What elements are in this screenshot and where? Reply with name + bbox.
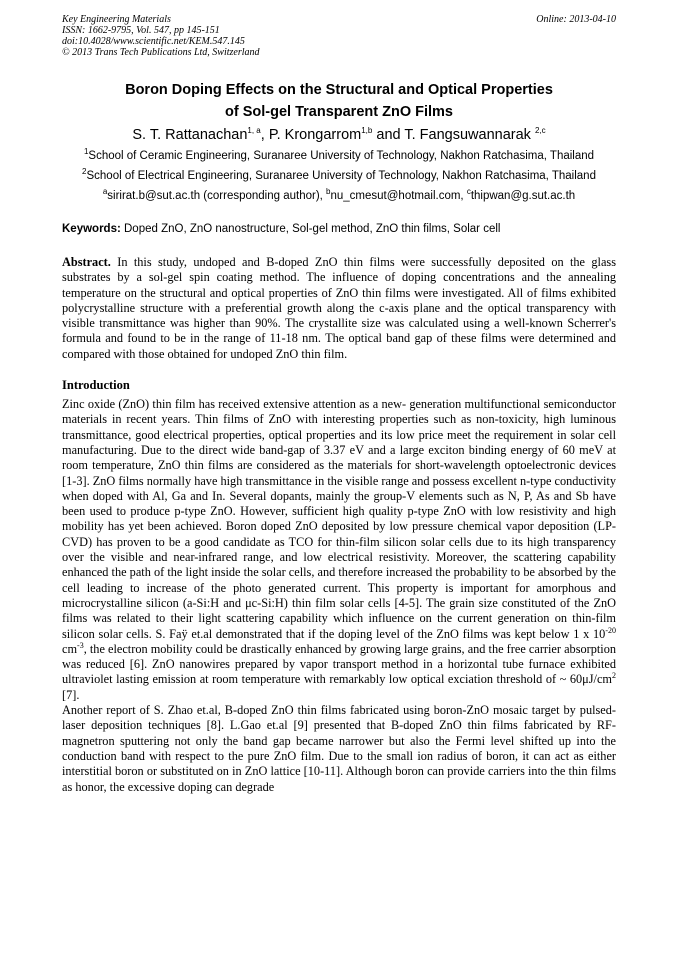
intro-p1-part-d: [7].	[62, 687, 80, 702]
journal-header	[62, 14, 616, 58]
affiliation-1	[62, 149, 616, 165]
title-line-2: of Sol-gel Transparent ZnO Films	[225, 104, 453, 120]
abstract-label: Abstract.	[62, 255, 111, 269]
abstract-text: In this study, undoped and B-doped ZnO thin films were successfully deposited on the glass substrates by a sol-gel spin coating method. The influence of doping concentrations and the annealing temperature on the structural and optical properties of ZnO thin films were investigated. All of films exhibited polycrystalline structure with a preferential growth along the c-axis plane and the optical transparency with visible transmittance was higher than 90%. The crystallite size was calculated using a well-known Scherrer's formula and found to be in the range of 11-18 nm. The optical band gap of these films were determined and compared with those obtained for undoped ZnO thin film.	[62, 255, 616, 361]
email-b: nu_cmesut@hotmail.com,	[330, 190, 467, 202]
affiliation-2	[62, 166, 616, 185]
email-c: thipwan@g.sut.ac.th	[470, 190, 576, 202]
intro-exponent: 2	[612, 671, 616, 681]
introduction-paragraph-1	[62, 397, 616, 703]
author-1-affil: 1, a	[247, 126, 261, 136]
affiliation-2-number: 2	[82, 166, 87, 176]
intro-exponent: -20	[605, 625, 616, 635]
author-separator: ,	[260, 127, 269, 143]
online-date: Online: 2013-04-10	[536, 14, 616, 25]
author-3-affil: 2,c	[534, 126, 546, 136]
intro-p1-part-b: cm	[62, 641, 78, 656]
introduction-paragraph-2: Another report of S. Zhao et.al, B-doped ZnO thin films fabricated using boron-ZnO mosaic target by pulsed-laser deposition techniques [8]. L.Gao et.al [9] presented that B-doped ZnO thin films fabricated by RF-magnetron sputtering not only the band gap became narrower but also the Fermi level shifted up into the conduction band with respect to the pure ZnO film. Due to the small ion radius of boron, it can act as either interstitial boron or substituted on in ZnO lattice [10-11]. Although boron can provide carriers into the thin films as honor, the excessive doping can degrade	[62, 703, 616, 794]
journal-issn: ISSN: 1662-9795, Vol. 547, pp 145-151	[62, 25, 220, 36]
keywords-text: Doped ZnO, ZnO nanostructure, Sol-gel method, ZnO thin films, Solar cell	[120, 223, 501, 235]
email-a-mark: a	[102, 187, 108, 197]
email-a: sirirat.b@sut.ac.th (corresponding author),	[107, 190, 327, 202]
abstract	[62, 255, 616, 362]
author-3: T. Fangsuwannarak	[404, 127, 535, 143]
intro-p1-part-c: , the electron mobility could be drastically enhanced by growing large grains, and the free carrier absorption was reduced [6]. ZnO nanowires prepared by vapor transport method in a horizontal tube furnace exhibited ultraviolet lasting emission at room temperature with remarkably low optical exciation threshold of ~ 60μJ/cm	[62, 641, 616, 687]
affiliation-1-text: School of Ceramic Engineering, Suranaree University of Technology, Nakhon Ratchasima, Thailand	[88, 150, 595, 162]
introduction-heading: Introduction	[62, 378, 130, 393]
journal-name: Key Engineering Materials	[62, 14, 171, 25]
intro-p1-part-a: Zinc oxide (ZnO) thin film has received extensive attention as a new- generation multifunctional semiconductor materials in recent years. Thin films of ZnO with interesting properties such as non-toxicity, high luminous transmittance, good electrical properties, optical properties and its low price meet the requirement in solar cell manufacturing. Due to the direct wide band-gap of 3.37 eV and a large exciton binding energy of 60 meV at room temperature, ZnO thin films are considered as the materials for short-wavelength optoelectronic devices [1-3]. ZnO films normally have high transmittance in the visible range and possess excellent n-type conductivity when doped with Al, Ga and In. Several dopants, mainly the group-V elements such as N, P, As and Sb have been used to produce p-type ZnO. However, sufficient high quality p-type ZnO with low resistivity and high mobility has yet been achieved. Boron doped ZnO deposited by low pressure chemical vapor deposition (LP-CVD) has proven to be a good candidate as TCO for thin-film silicon solar cells due to its high transparency over the visible and near-infrared range, and low electrical resistivity. Moreover, the scattering capability enhanced the path of the light inside the solar cells, and therefore increased the probability to be absorbed by the cell leading to increase of the photo generated current. This property is important for amorphous and microcrystalline silicon (a-Si:H and μc-Si:H) thin film solar cells [4-5]. The grain size constituted of the ZnO films was related to their light scattering capability which influence on the current generation on thin-film silicon solar cells. S. Faÿ et.al demonstrated that if the doping level of the ZnO films was kept below 1 x 10	[62, 397, 616, 641]
intro-exponent: -3	[77, 640, 84, 650]
keywords	[62, 222, 616, 237]
paper-title	[62, 79, 616, 123]
author-list	[62, 125, 616, 145]
author-1: S. T. Rattanachan	[132, 127, 248, 143]
email-b-mark: b	[326, 187, 331, 197]
keywords-label: Keywords:	[62, 223, 121, 235]
author-emails	[62, 189, 616, 204]
author-separator: and	[372, 127, 405, 143]
author-2: P. Krongarrom	[268, 127, 362, 143]
introduction-body	[62, 397, 616, 795]
author-2-affil: 1,b	[361, 126, 373, 136]
title-line-1: Boron Doping Effects on the Structural and Optical Properties	[125, 82, 553, 98]
journal-doi: doi:10.4028/www.scientific.net/KEM.547.145	[62, 36, 245, 47]
journal-copyright: © 2013 Trans Tech Publications Ltd, Switzerland	[62, 47, 260, 58]
email-c-mark: c	[466, 187, 471, 197]
affiliation-1-number: 1	[83, 147, 89, 157]
affiliation-2-text: School of Electrical Engineering, Suranaree University of Technology, Nakhon Ratchasima, Thailand	[86, 169, 596, 182]
